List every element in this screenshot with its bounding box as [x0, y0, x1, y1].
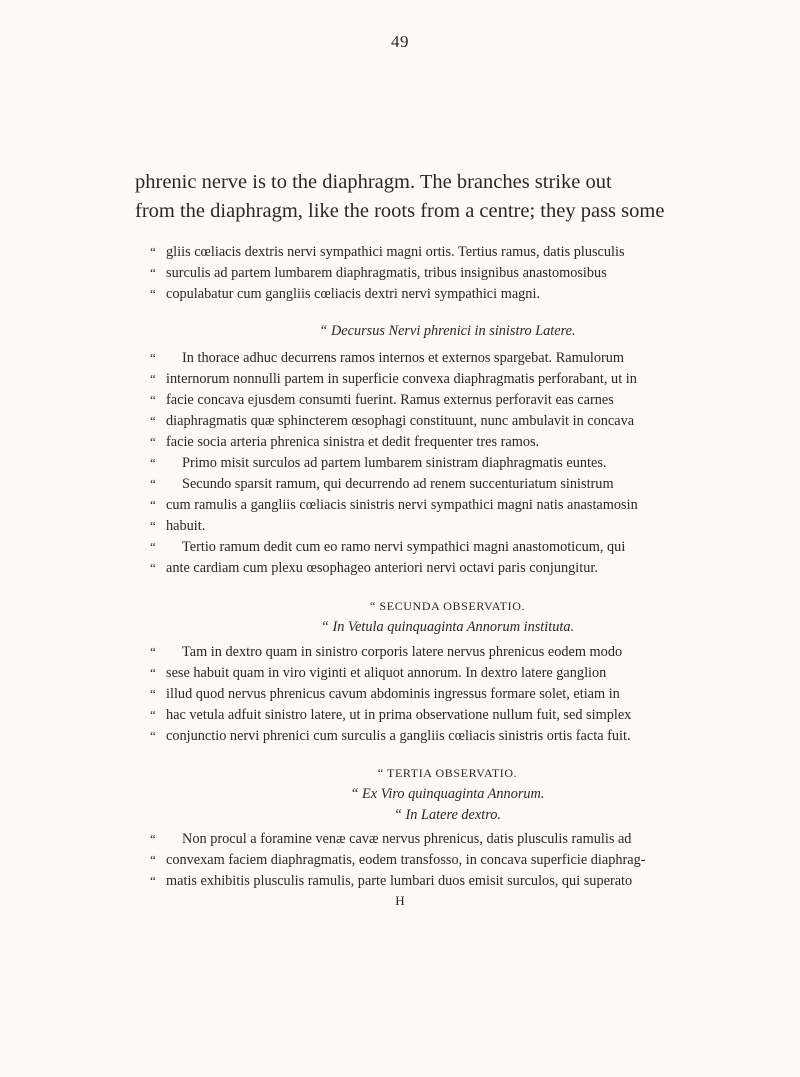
- page-number: 49: [391, 32, 409, 51]
- text-line: “ sese habuit quam in viro viginti et aliquot annorum. In dextro latere ganglion: [150, 665, 607, 681]
- text-line: “ facie concava ejusdem consumti fuerint. Ramus externus perforavit eas carnes: [150, 392, 614, 408]
- observation-subheading: “ In Vetula quinquaginta Annorum instituta.: [320, 619, 575, 635]
- text-line: “ conjunctio nervi phrenici cum surculis a gangliis cœliacis sinistris ortis facta fuit.: [150, 728, 631, 744]
- text-line: “ convexam faciem diaphragmatis, eodem transfosso, in concava superficie diaphrag-: [150, 852, 646, 868]
- text-line: “ internorum nonnulli partem in superficie convexa diaphragmatis perforabant, ut in: [150, 371, 637, 387]
- text-line: “ cum ramulis a gangliis cœliacis sinistris nervi sympathici magni natis anastamosin: [150, 497, 638, 513]
- text-line: “ In thorace adhuc decurrens ramos internos et externos spargebat. Ramulorum: [150, 350, 624, 366]
- english-line-2: from the diaphragm, like the roots from a centre; they pass some: [135, 200, 665, 222]
- text-line: “ gliis cœliacis dextris nervi sympathici magni ortis. Tertius ramus, datis plusculis: [150, 244, 625, 260]
- observation-heading: “ TERTIA OBSERVATIO.: [377, 766, 518, 780]
- signature-mark: H: [395, 893, 405, 908]
- observation-subheading: “ Ex Viro quinquaginta Annorum.: [350, 786, 545, 802]
- text-line: “ copulabatur cum gangliis cœliacis dextri nervi sympathici magni.: [150, 286, 541, 302]
- section-heading: “ Decursus Nervi phrenici in sinistro Latere.: [319, 323, 576, 339]
- text-line: “ Non procul a foramine venæ cavæ nervus phrenicus, datis plusculis ramulis ad: [150, 831, 632, 847]
- text-line: “ habuit.: [150, 518, 206, 534]
- text-line: “ illud quod nervus phrenicus cavum abdominis ingressus formare solet, etiam in: [150, 686, 620, 702]
- text-line: “ Tam in dextro quam in sinistro corporis latere nervus phrenicus eodem modo: [150, 644, 623, 660]
- text-line: “ hac vetula adfuit sinistro latere, ut in prima observatione nullum fuit, sed simplex: [150, 707, 632, 723]
- text-line: “ Primo misit surculos ad partem lumbarem sinistram diaphragmatis euntes.: [150, 455, 607, 471]
- observation-heading: “ SECUNDA OBSERVATIO.: [369, 599, 526, 613]
- text-line: “ diaphragmatis quæ sphincterem œsophagi constituunt, nunc ambulavit in concava: [150, 413, 635, 429]
- text-line: “ ante cardiam cum plexu œsophageo anteriori nervi octavi paris conjungitur.: [150, 560, 598, 576]
- text-line: “ facie socia arteria phrenica sinistra et dedit frequenter tres ramos.: [150, 434, 540, 450]
- text-line: “ Tertio ramum dedit cum eo ramo nervi sympathici magni anastomoticum, qui: [150, 539, 626, 555]
- text-line: “ Secundo sparsit ramum, qui decurrendo ad renem succenturiatum sinistrum: [150, 476, 614, 492]
- side-heading: “ In Latere dextro.: [394, 807, 501, 823]
- text-line: “ matis exhibitis plusculis ramulis, parte lumbari duos emisit surculos, qui superato: [150, 873, 633, 889]
- english-line-1: phrenic nerve is to the diaphragm. The branches strike out: [135, 171, 612, 193]
- text-line: “ surculis ad partem lumbarem diaphragmatis, tribus insignibus anastomosibus: [150, 265, 607, 281]
